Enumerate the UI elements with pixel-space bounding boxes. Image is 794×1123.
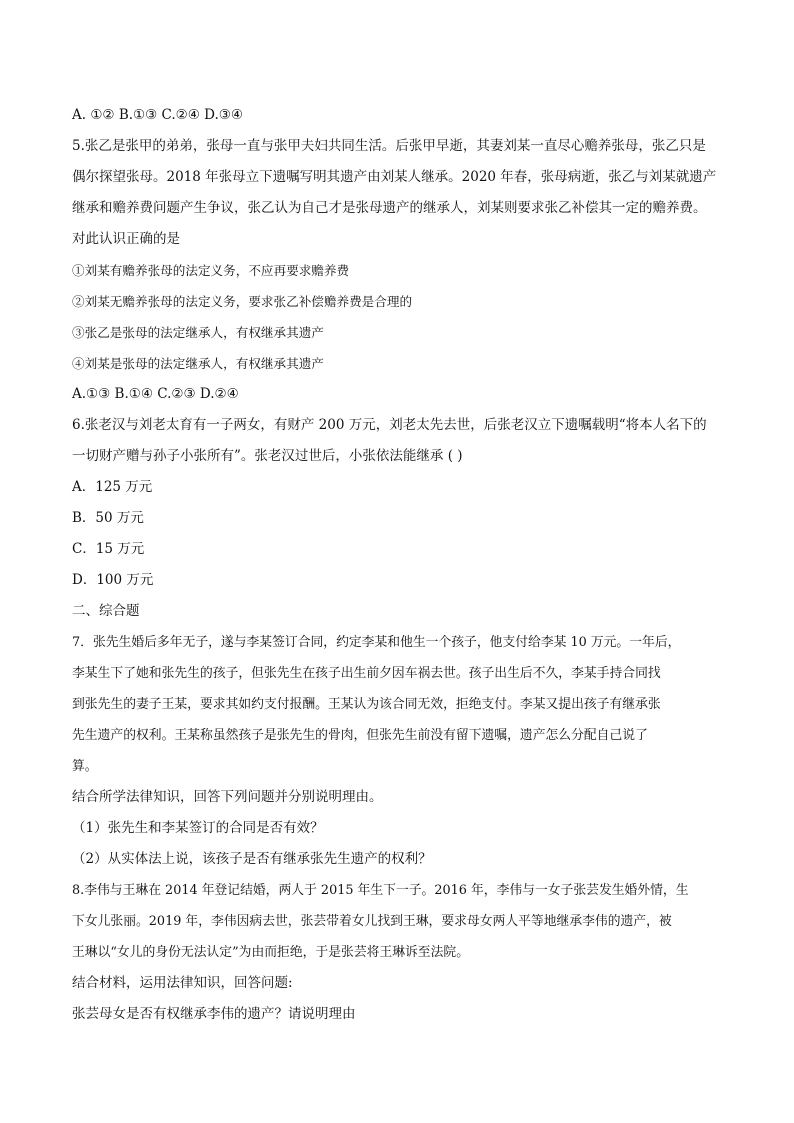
question-7 [72,627,732,875]
section-title: 二、综合题 [72,603,140,619]
question-6 [72,410,732,596]
question-8 [72,875,732,1030]
q7-material-line: 算。 [72,759,98,774]
q5-stem-line: 继承和赡养费问题产生争议，张乙认为自己才是张母遗产的继承人，刘某则要求张乙补偿其一定的赡养费。 [72,200,707,216]
q7-subquestion: （1）张先生和李某签订的合同是否有效？ [72,820,324,836]
q7-material-line: 7．张先生婚后多年无子，遂与李某签订合同，约定李某和他生一个孩子，他支付给李某 10 万元。一年后， [72,635,681,650]
q6-option: C．15 万元 [72,541,145,557]
q8-material-line: 王琳以“女儿的身份无法认定”为由而拒绝，于是张芸将王琳诉至法院。 [72,945,469,960]
q6-stem-line: 6.张老汉与刘老太育有一子两女，有财产 200 万元，刘老太先去世，后张老汉立下遗嘱载明“将本人名下的 [72,417,707,433]
q7-prompt: 结合所学法律知识，回答下列问题并分别说明理由。 [72,789,383,805]
q7-material-line: 到张先生的妻子王某，要求其如约支付报酬。王某认为该合同无效，拒绝支付。李某又提出孩子有继承张 [72,697,661,712]
q8-prompt: 结合材料，运用法律知识，回答问题: [72,975,293,991]
q7-material-line: 先生遗产的权利。王某称虽然孩子是张先生的骨肉，但张先生前没有留下遗嘱，遗产怎么分配自己说了 [72,728,648,743]
q6-option: B．50 万元 [72,510,144,526]
q5-statement: ④刘某是张母的法定继承人，有权继承其遗产 [72,356,324,371]
q5-stem-line: 5.张乙是张甲的弟弟，张母一直与张甲夫妇共同生活。后张甲早逝，其妻刘某一直尽心赡养张母，张乙只是 [72,138,706,154]
q5-options: A.①③ B.①④ C.②③ D.②④ [72,386,239,402]
q5-statement: ②刘某无赡养张母的法定义务，要求张乙补偿赡养费是合理的 [72,294,413,309]
q7-subquestion: （2）从实体法上说，该孩子是否有继承张先生遗产的权利？ [72,851,432,867]
q5-stem-line: 对此认识正确的是 [72,231,180,247]
q6-option: A．125 万元 [72,479,153,495]
q8-question: 张芸母女是否有权继承李伟的遗产？请说明理由 [72,1006,356,1022]
q8-material-line: 下女儿张丽。2019 年，李伟因病去世，张芸带着女儿找到王琳，要求母女两人平等地继承李伟的遗产，被 [72,914,672,929]
q5-statement: ③张乙是张母的法定继承人，有权继承其遗产 [72,325,324,340]
question-5 [72,131,732,410]
q5-statement: ①刘某有赡养张母的法定义务，不应再要求赡养费 [72,263,350,278]
q6-option: D．100 万元 [72,572,154,588]
q8-material-line: 8.李伟与王琳在 2014 年登记结婚，两人于 2015 年生下一子。2016 年，李伟与一女子张芸发生婚外情，生 [72,883,689,898]
q4-options: A. ①② B.①③ C.②④ D.③④ [72,107,244,123]
q7-material-line: 李某生下了她和张先生的孩子，但张先生在孩子出生前夕因车祸去世。孩子出生后不久，李某手持合同找 [72,666,661,681]
q6-stem-line: 一切财产赠与孙子小张所有”。张老汉过世后，小张依法能继承 ( ) [72,448,463,464]
q5-stem-line: 偶尔探望张母。2018 年张母立下遗嘱写明其遗产由刘某人继承。2020 年春，张母病逝，张乙与刘某就遗产 [72,169,717,185]
document-page [72,100,732,1030]
